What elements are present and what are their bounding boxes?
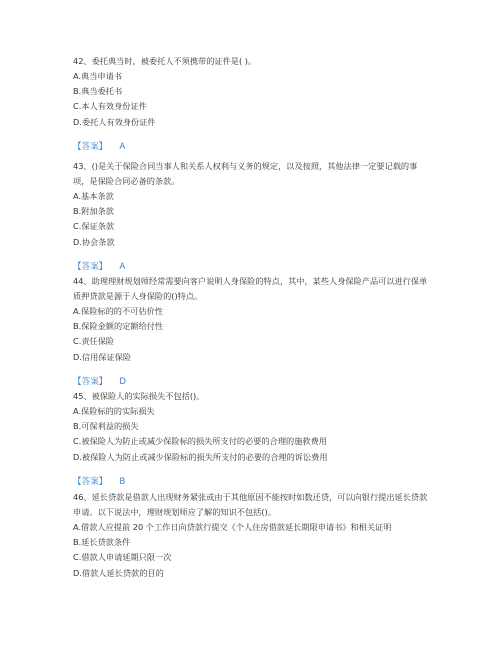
question-stem: 43、()是关于保险合同当事人和关系人权利与义务的规定，以及按照，其他法律一定要记载的事项，是保险合同必备的条款。 [73,161,418,186]
question-45 [73,389,433,490]
question-44 [73,274,433,390]
question-stem: 42、委托典当时，被委托人不须携带的证件是( )。 [73,56,257,66]
option-c: C.被保险人为防止或减少保险标的损失所支付的必要的合理的施救费用 [73,436,327,447]
option-c: C.保证条款 [73,221,115,232]
question-42 [73,54,433,155]
option-d: D.委托人有效身份证件 [73,116,156,127]
option-a: A.借款人应提前 20 个工作日向贷款行提交《个人住房借款延长期限申请书》和相关证明 [73,522,392,532]
answer-value: A [119,141,126,152]
question-46 [73,490,433,581]
answer-line [73,260,433,275]
option-a: A.保险标的的不可估价性 [73,306,163,316]
option-d: D.协会条款 [73,236,115,247]
option-d: D.信用保证保险 [73,351,132,362]
answer-label: 【答案】 [73,261,108,272]
option-b: B.保险金额的定额给付性 [73,321,164,332]
option-c: C.责任保险 [73,336,115,347]
question-stem: 46、延长贷款是借款人出现财务紧张或由于其他原因不能按时如数还贷，可以向银行提出延长贷款申请。以下说法中，理财规划师应了解的知识不包括()。 [73,492,428,517]
answer-value: A [119,261,126,272]
answer-value: B [119,476,126,487]
answer-label: 【答案】 [73,141,108,152]
option-b: B.可保利益的损失 [73,421,139,432]
answer-line [73,140,433,155]
option-c: C.借款人申请延期只限一次 [73,552,172,563]
option-b: B.典当委托书 [73,86,123,97]
option-c: C.本人有效身份证件 [73,101,147,112]
answer-line [73,475,433,490]
answer-label: 【答案】 [73,376,108,387]
answer-value: D [119,376,127,387]
option-b: B.延长贷款条件 [73,537,131,548]
option-a: A.基本条款 [73,191,114,201]
option-d: D.被保险人为防止或减少保险标的损失所支付的必要的合理的诉讼费用 [73,451,328,462]
question-stem: 44、助理理财规划师经常需要向客户说明人身保险的特点，其中，某些人身保险产品可以进行保单质押贷款是源于人身保险的()特点。 [73,276,428,301]
option-b: B.附加条款 [73,206,114,217]
answer-label: 【答案】 [73,476,108,487]
answer-line [73,375,433,390]
question-43 [73,159,433,275]
option-a: A.保险标的的实际损失 [73,406,155,416]
option-a: A.典当申请书 [73,71,122,81]
question-stem: 45、被保险人的实际损失不包括()。 [73,391,205,401]
option-d: D.借款人延长贷款的目的 [73,567,164,578]
